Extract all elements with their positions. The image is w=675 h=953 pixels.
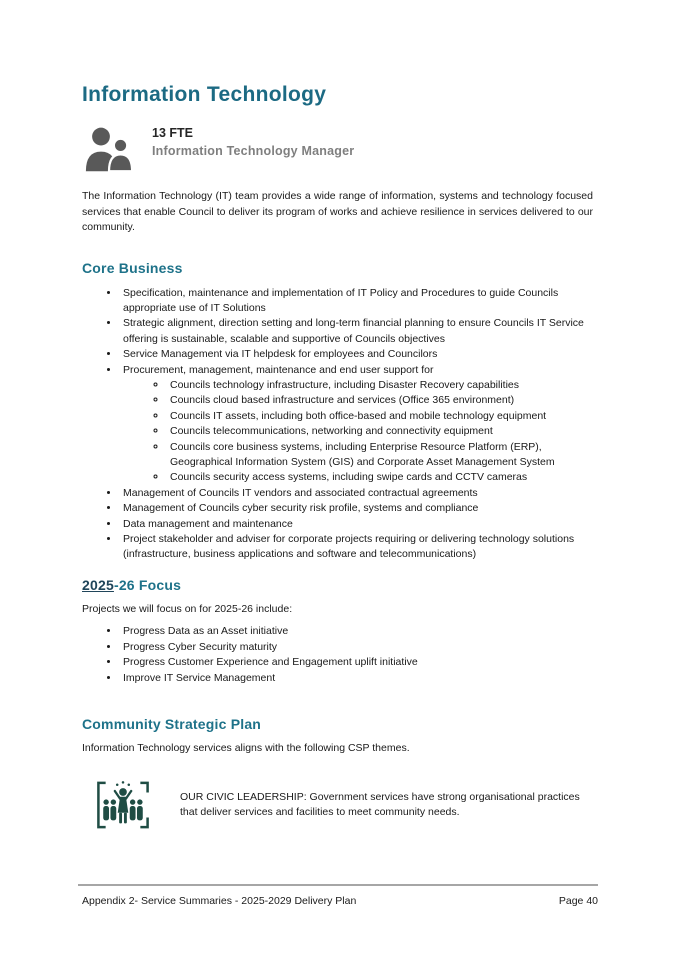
list-item [120, 532, 593, 563]
list-item [120, 671, 593, 686]
fte-count: 13 FTE [152, 126, 193, 140]
list-item [120, 501, 593, 516]
footer-page-number: Page 40 [558, 895, 598, 907]
civic-leadership-icon [94, 778, 152, 832]
manager-text [152, 125, 354, 158]
sub-list-item [167, 409, 593, 424]
footer-rule [78, 884, 598, 886]
list-item-text: Procurement, management, maintenance and end user support for [123, 363, 434, 376]
sub-list-item-text: Councils core business systems, including Enterprise Resource Platform (ERP), Geographical Information System (GIS) and Corporate Asset Management System [170, 440, 555, 468]
sub-list-item [167, 470, 593, 485]
focus-heading-year: 2025 [82, 576, 114, 593]
list-item [120, 655, 593, 670]
intro-paragraph: The Information Technology (IT) team provides a wide range of information, systems and technology focused services that enable Council to deliver its program of works and achieve resilience in services delivered to our community. [82, 190, 593, 233]
list-item-text: Management of Councils IT vendors and associated contractual agreements [123, 486, 478, 499]
focus-list [82, 624, 593, 686]
service-manager-block [82, 125, 593, 173]
list-item [120, 363, 593, 486]
list-item-text: Progress Cyber Security maturity [123, 640, 278, 653]
sub-list-item-text: Councils security access systems, including swipe cards and CCTV cameras [170, 471, 528, 484]
list-item [120, 347, 593, 362]
sub-list-item-text: Councils cloud based infrastructure and services (Office 365 environment) [170, 394, 515, 407]
sub-list-item [167, 378, 593, 393]
footer-left-text: Appendix 2- Service Summaries - 2025-2029 Delivery Plan [82, 895, 357, 907]
focus-heading-rest: -26 Focus [113, 576, 182, 593]
sub-list-item [167, 393, 593, 408]
core-business-sublist [123, 378, 593, 486]
list-item [120, 517, 593, 532]
list-item-text: Improve IT Service Management [123, 671, 276, 684]
core-business-list [82, 286, 593, 563]
csp-heading: Community Strategic Plan [82, 715, 262, 732]
list-item [120, 286, 593, 317]
csp-theme-text: OUR CIVIC LEADERSHIP: Government services have strong organisational practices that deliver services and facilities to meet community needs. [180, 790, 580, 819]
csp-theme-row [82, 778, 593, 832]
list-item-text: Progress Data as an Asset initiative [123, 625, 289, 638]
csp-intro: Information Technology services aligns with the following CSP themes. [82, 741, 410, 754]
sub-list-item-text: Councils IT assets, including both office-based and mobile technology equipment [170, 409, 547, 422]
list-item-text: Project stakeholder and adviser for corporate projects requiring or delivering technology solutions (infrastructure, business applications and software and telecommunications) [123, 533, 575, 561]
page-footer [78, 884, 598, 907]
sub-list-item [167, 440, 593, 471]
sub-list-item-text: Councils technology infrastructure, including Disaster Recovery capabilities [170, 378, 519, 391]
core-business-heading: Core Business [82, 259, 183, 276]
list-item [120, 624, 593, 639]
sub-list-item [167, 424, 593, 439]
list-item [120, 316, 593, 347]
list-item-text: Specification, maintenance and implementation of IT Policy and Procedures to guide Councils appropriate use of IT Solutions [123, 286, 559, 314]
list-item-text: Data management and maintenance [123, 517, 293, 530]
list-item-text: Progress Customer Experience and Engagement uplift initiative [123, 656, 418, 669]
list-item [120, 640, 593, 655]
page-title: Information Technology [82, 83, 327, 106]
manager-title: Information Technology Manager [152, 144, 355, 158]
list-item-text: Service Management via IT helpdesk for employees and Councilors [123, 348, 438, 361]
staff-icon [82, 125, 136, 173]
list-item [120, 486, 593, 501]
sub-list-item-text: Councils telecommunications, networking and connectivity equipment [170, 425, 493, 438]
list-item-text: Management of Councils cyber security risk profile, systems and compliance [123, 502, 479, 515]
focus-heading [82, 577, 593, 593]
list-item-text: Strategic alignment, direction setting and long-term financial planning to ensure Councils IT Service offering is sustainable, scalable and supportive of Councils objectives [123, 317, 584, 345]
focus-intro: Projects we will focus on for 2025-26 include: [82, 602, 293, 615]
